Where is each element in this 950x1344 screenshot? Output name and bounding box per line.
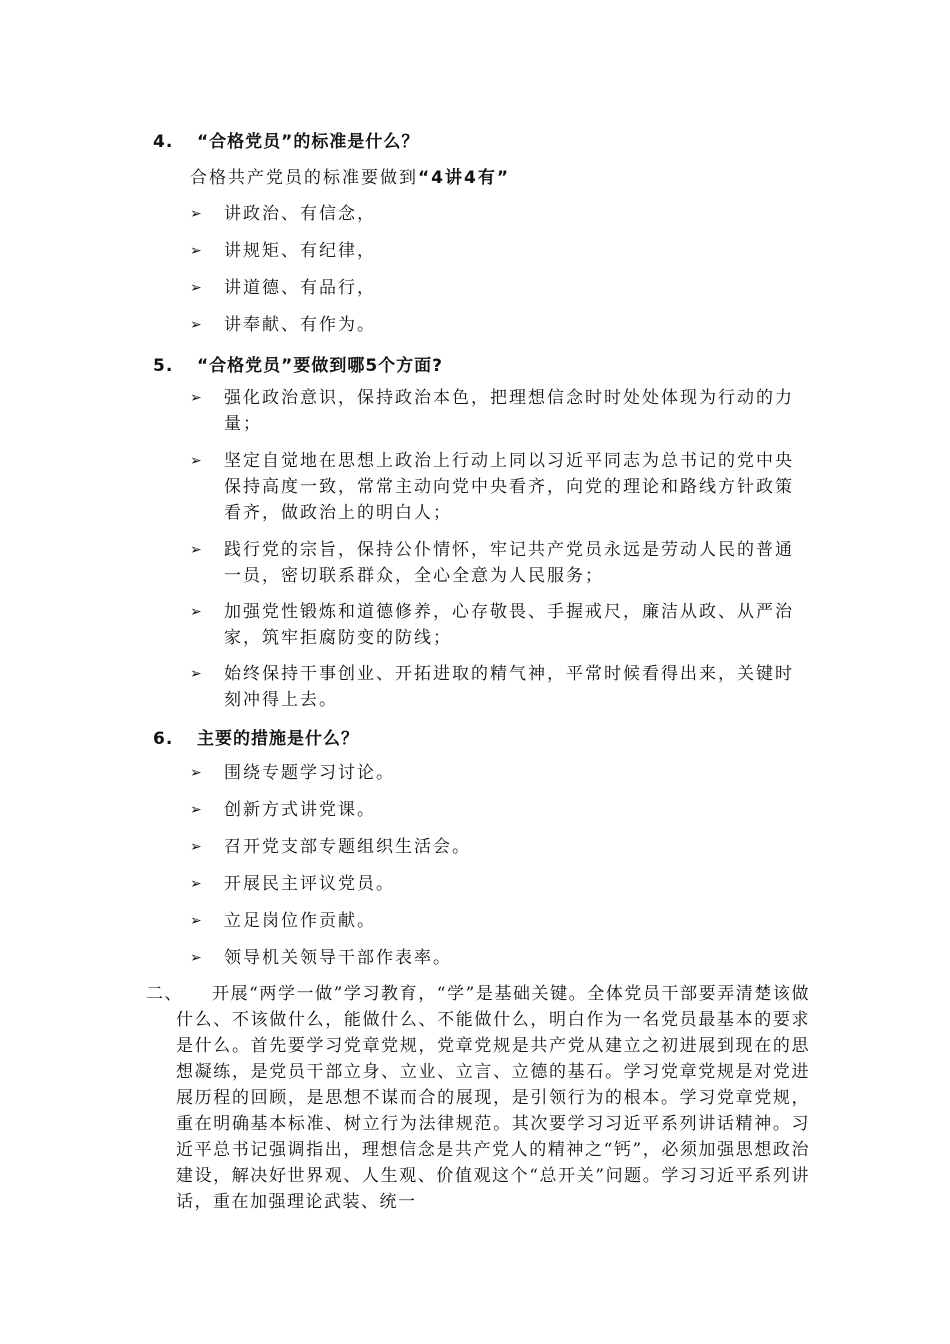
part-two-paragraph — [146, 981, 810, 1215]
list-item — [190, 448, 802, 526]
arrow-bullet-icon: ➢ — [190, 913, 204, 929]
list-item-text: 领导机关领导干部作表率。 — [224, 948, 452, 968]
arrow-bullet-icon: ➢ — [190, 876, 204, 892]
section-number: 5. — [153, 356, 174, 376]
arrow-bullet-icon: ➢ — [190, 206, 204, 222]
section-number: 4. — [153, 132, 174, 152]
list-item-text: 讲道德、有品行， — [224, 278, 376, 298]
list-item-text: 始终保持干事创业、开拓进取的精气神，平常时候看得出来，关键时刻冲得上去。 — [224, 664, 794, 710]
part-two-text: 开展“两学一做”学习教育，“学”是基础关键。全体党员干部要弄清楚该做什么、不该做什么，能做什么、不能做什么，明白作为一名党员最基本的要求是什么。首先要学习党章党规，党章党规是共产党从建立之初进展到现在的思想凝练，是党员干部立身、立业、立言、立德的基石。学习党章党规是对党进展历程的回顾，是思想不谋而合的展现，是引领行为的根本。学习党章党规，重在明确基本标准、树立行为法律规范。其次要学习习近平系列讲话精神。习近平总书记强调指出，理想信念是共产党人的精神之“钙”，必须加强思想政治建设，解决好世界观、人生观、价值观这个“总开关”问题。学习习近平系列讲话，重在加强理论武装、统一 — [176, 984, 810, 1212]
section-4-intro — [190, 163, 510, 188]
arrow-bullet-icon: ➢ — [190, 666, 204, 682]
list-item-text: 加强党性锻炼和道德修养，心存敬畏、手握戒尺，廉洁从政、从严治家，筑牢拒腐防变的防线； — [224, 602, 794, 648]
list-item — [190, 871, 802, 897]
list-item — [190, 599, 802, 651]
part-number: 二、 — [146, 984, 183, 1004]
list-item-text: 践行党的宗旨，保持公仆情怀，牢记共产党员永远是劳动人民的普通一员，密切联系群众，全心全意为人民服务； — [224, 540, 794, 586]
arrow-bullet-icon: ➢ — [190, 280, 204, 296]
list-item — [190, 385, 802, 437]
list-item-text: 开展民主评议党员。 — [224, 874, 395, 894]
arrow-bullet-icon: ➢ — [190, 317, 204, 333]
arrow-bullet-icon: ➢ — [190, 839, 204, 855]
arrow-bullet-icon: ➢ — [190, 390, 204, 406]
arrow-bullet-icon: ➢ — [190, 453, 204, 469]
arrow-bullet-icon: ➢ — [190, 765, 204, 781]
list-item-text: 强化政治意识，保持政治本色，把理想信念时时处处体现为行动的力量； — [224, 388, 794, 434]
list-item-text: 召开党支部专题组织生活会。 — [224, 837, 471, 857]
list-item-text: 讲奉献、有作为。 — [224, 315, 376, 335]
list-item — [190, 312, 802, 338]
list-item — [190, 275, 802, 301]
list-item-text: 创新方式讲党课。 — [224, 800, 376, 820]
list-item — [190, 797, 802, 823]
list-item — [190, 834, 802, 860]
list-item — [190, 661, 802, 713]
intro-bold-text: “4讲4有” — [418, 168, 511, 188]
list-item — [190, 760, 802, 786]
section-title: “合格党员”要做到哪5个方面? — [197, 356, 444, 376]
list-item — [190, 908, 802, 934]
list-item-text: 坚定自觉地在思想上政治上行动上同以习近平同志为总书记的党中央保持高度一致，常常主动向党中央看齐，向党的理论和路线方针政策看齐，做政治上的明白人； — [224, 451, 794, 523]
section-number: 6. — [153, 729, 174, 749]
list-item — [190, 945, 802, 971]
arrow-bullet-icon: ➢ — [190, 604, 204, 620]
list-item-text: 讲规矩、有纪律， — [224, 241, 376, 261]
section-6-heading — [153, 724, 359, 749]
arrow-bullet-icon: ➢ — [190, 243, 204, 259]
intro-text: 合格共产党员的标准要做到 — [190, 168, 418, 188]
arrow-bullet-icon: ➢ — [190, 950, 204, 966]
section-title: 主要的措施是什么？ — [197, 729, 359, 749]
section-5-heading — [153, 351, 443, 376]
list-item-text: 立足岗位作贡献。 — [224, 911, 376, 931]
list-item-text: 围绕专题学习讨论。 — [224, 763, 395, 783]
list-item — [190, 537, 802, 589]
section-4-heading — [153, 127, 419, 152]
arrow-bullet-icon: ➢ — [190, 802, 204, 818]
section-title: “合格党员”的标准是什么？ — [197, 132, 420, 152]
arrow-bullet-icon: ➢ — [190, 542, 204, 558]
list-item-text: 讲政治、有信念， — [224, 204, 376, 224]
list-item — [190, 238, 802, 264]
list-item — [190, 201, 802, 227]
